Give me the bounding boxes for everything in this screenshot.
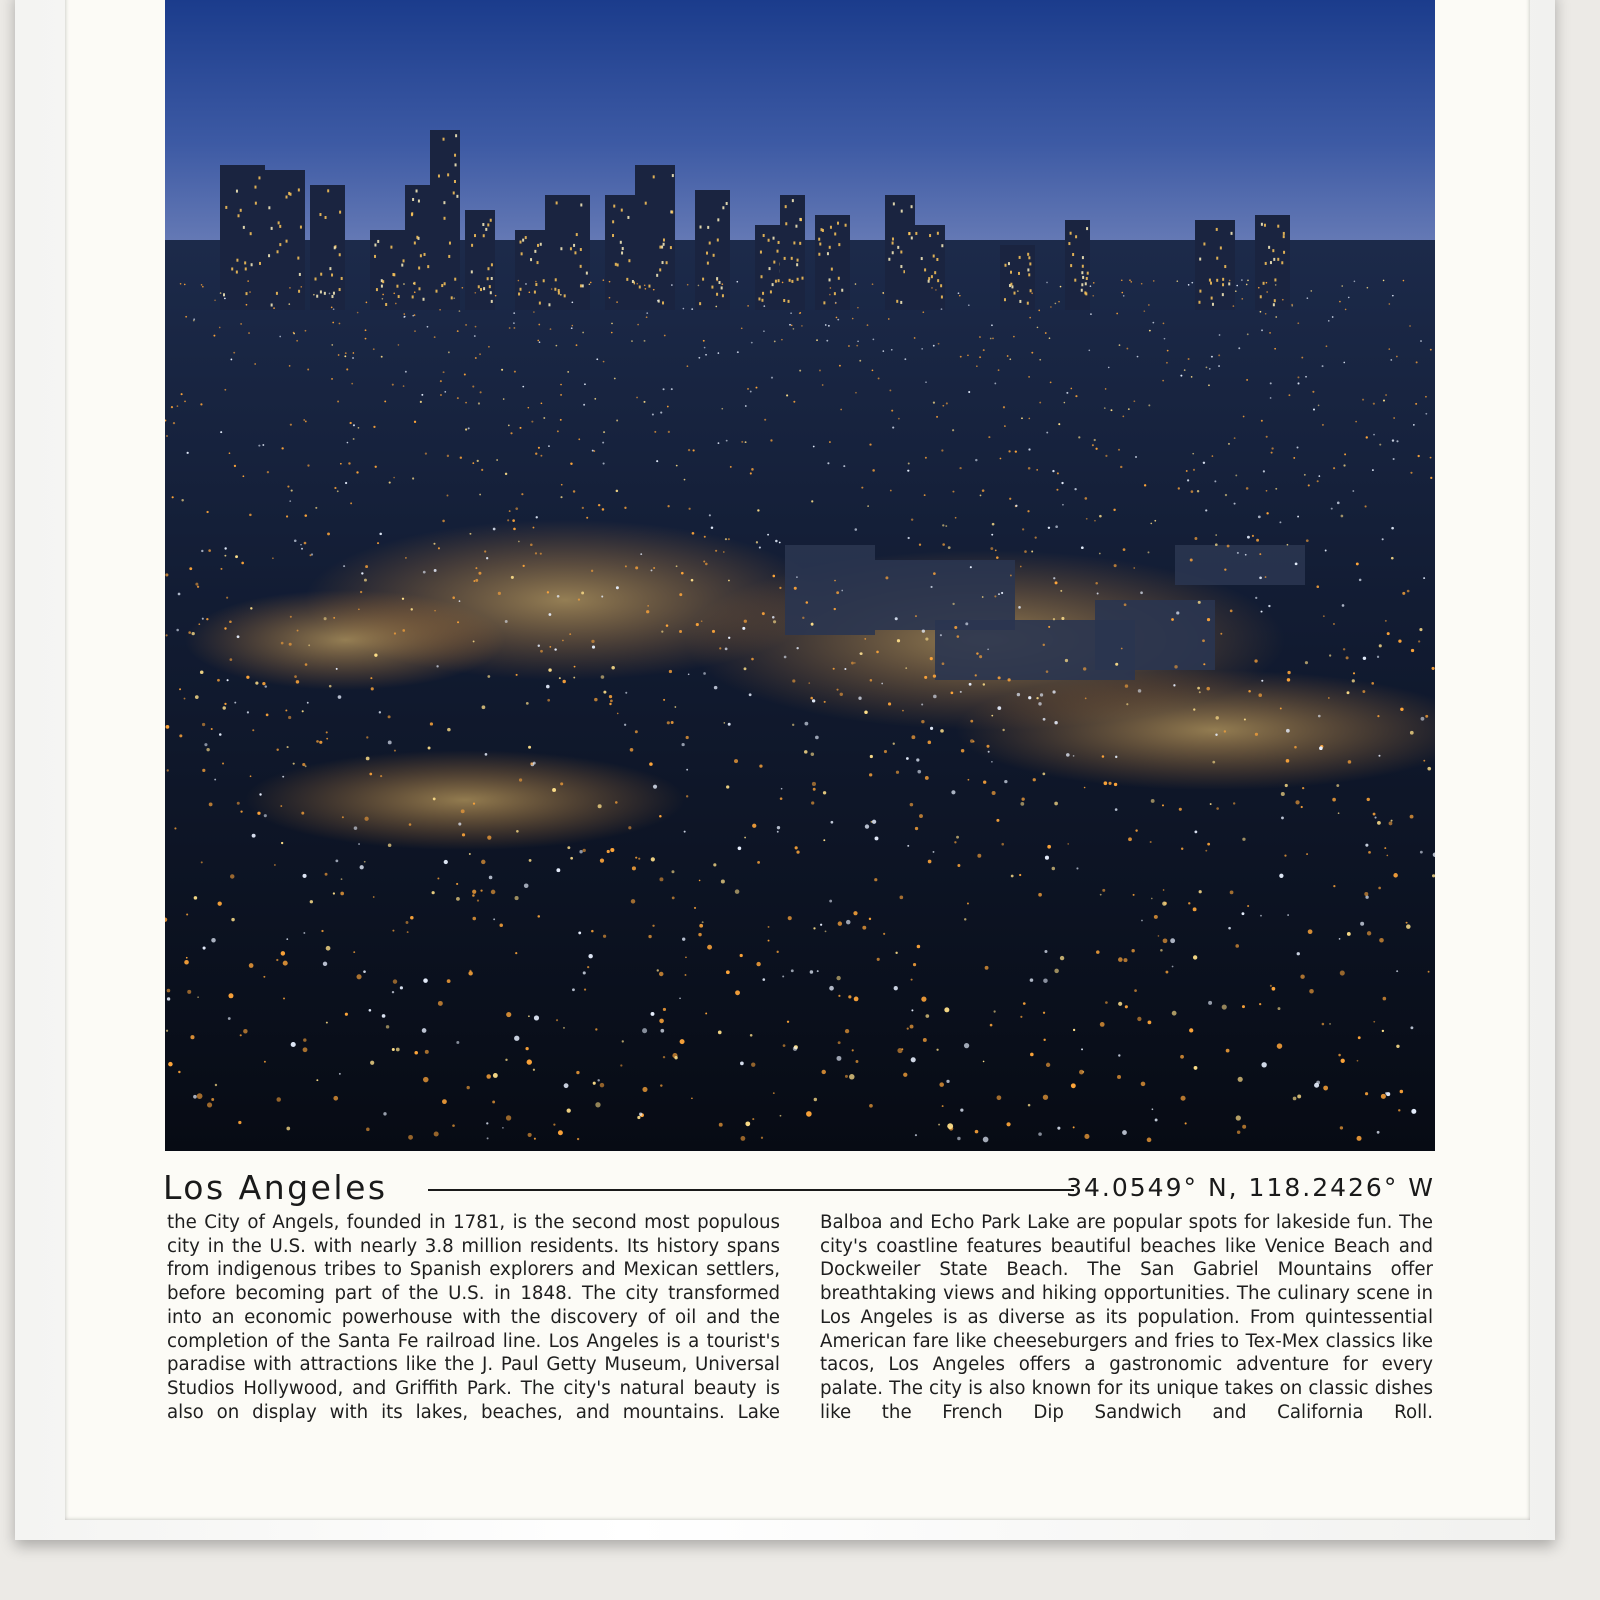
city-title: Los Angeles [163,1168,388,1207]
title-divider-line [428,1189,1074,1191]
city-skyline-photo [165,0,1435,1151]
description-right-column: Balboa and Echo Park Lake are popular spots for lakeside fun. The city's coastline features beautiful beaches like Venice Beach and Dockweiler State Beach. The San Gabriel Mountains offer breathtaking views and hiking opportunities. The culinary scene in Los Angeles is as diverse as its population. From quintessential American fare like cheeseburgers and fries to Tex-Mex classics like tacos, Los Angeles offers a gastronomic adventure for every palate. The city is also known for its unique takes on classic dishes like the French Dip Sandwich and California Roll. [820,1212,1433,1423]
city-coordinates: 34.0549° N, 118.2426° W [1066,1173,1435,1202]
description-left-column: the City of Angels, founded in 1781, is the second most populous city in the U.S. with nearly 3.8 million residents. Its history spans from indigenous tribes to Spanish explorers and Mexican settlers, before becoming part of the U.S. in 1848. The city transformed into an economic powerhouse with the discovery of oil and the completion of the Santa Fe railroad line. Los Angeles is a tourist's paradise with attractions like the J. Paul Getty Museum, Universal Studios Hollywood, and Griffith Park. The city's natural beauty is also on display with its lakes, beaches, and mountains. Lake [167,1212,780,1423]
